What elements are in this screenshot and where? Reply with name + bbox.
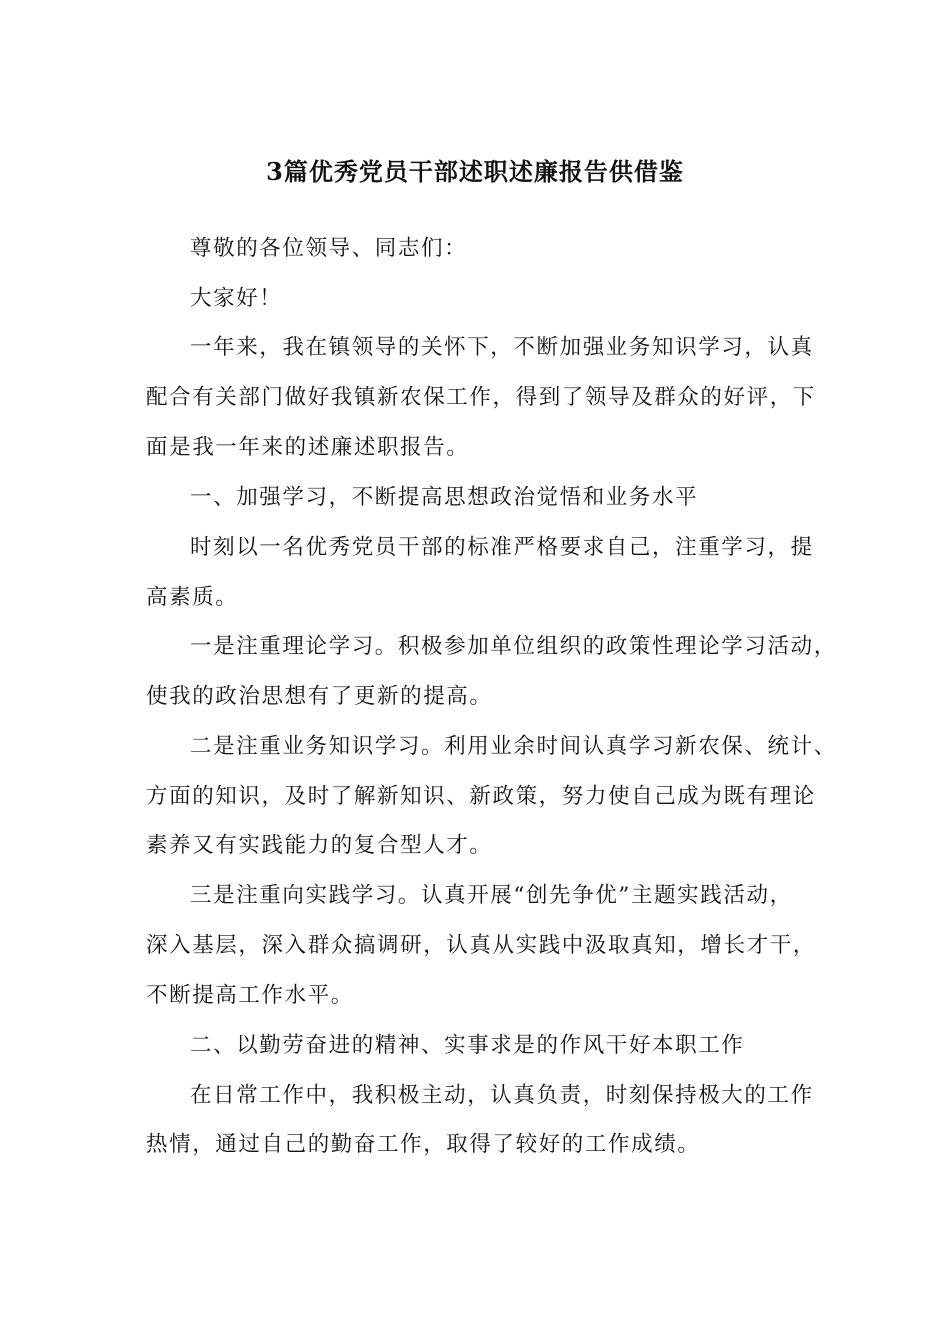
paragraph-line: 使我的政治思想有了更新的提高。 [146,684,493,709]
paragraph-line: 热情，通过自己的勤奋工作，取得了较好的工作成绩。 [146,1132,701,1157]
paragraph-line: 三是注重向实践学习。认真开展“创先争优”主题实践活动， [190,883,793,908]
paragraph-line: 二是注重业务知识学习。利用业余时间认真学习新农保、统计、 [190,734,837,759]
paragraph-line: 时刻以一名优秀党员干部的标准严格要求自己，注重学习，提 [190,535,814,560]
paragraph-line: 素养又有实践能力的复合型人才。 [146,833,493,858]
section-heading: 一、加强学习，不断提高思想政治觉悟和业务水平 [190,485,699,510]
paragraph-line: 配合有关部门做好我镇新农保工作，得到了领导及群众的好评，下 [146,385,816,410]
paragraph-line: 一是注重理论学习。积极参加单位组织的政策性理论学习活动， [190,634,837,659]
paragraph-line: 深入基层，深入群众搞调研，认真从实践中汲取真知，增长才干， [146,933,816,958]
paragraph-line: 面是我一年来的述廉述职报告。 [146,435,470,460]
document-title: 3篇优秀党员干部述职述廉报告供借鉴 [266,157,684,186]
greeting: 大家好！ [190,286,283,311]
salutation: 尊敬的各位领导、同志们： [190,236,468,261]
paragraph-line: 高素质。 [146,585,239,610]
paragraph-line: 在日常工作中，我积极主动，认真负责，时刻保持极大的工作 [190,1083,814,1108]
paragraph-line: 不断提高工作水平。 [146,983,354,1008]
paragraph-line: 一年来，我在镇领导的关怀下，不断加强业务知识学习，认真 [190,335,814,360]
paragraph-line: 方面的知识，及时了解新知识、新政策，努力使自己成为既有理论 [146,784,816,809]
section-heading: 二、以勤劳奋进的精神、实事求是的作风干好本职工作 [190,1033,745,1058]
